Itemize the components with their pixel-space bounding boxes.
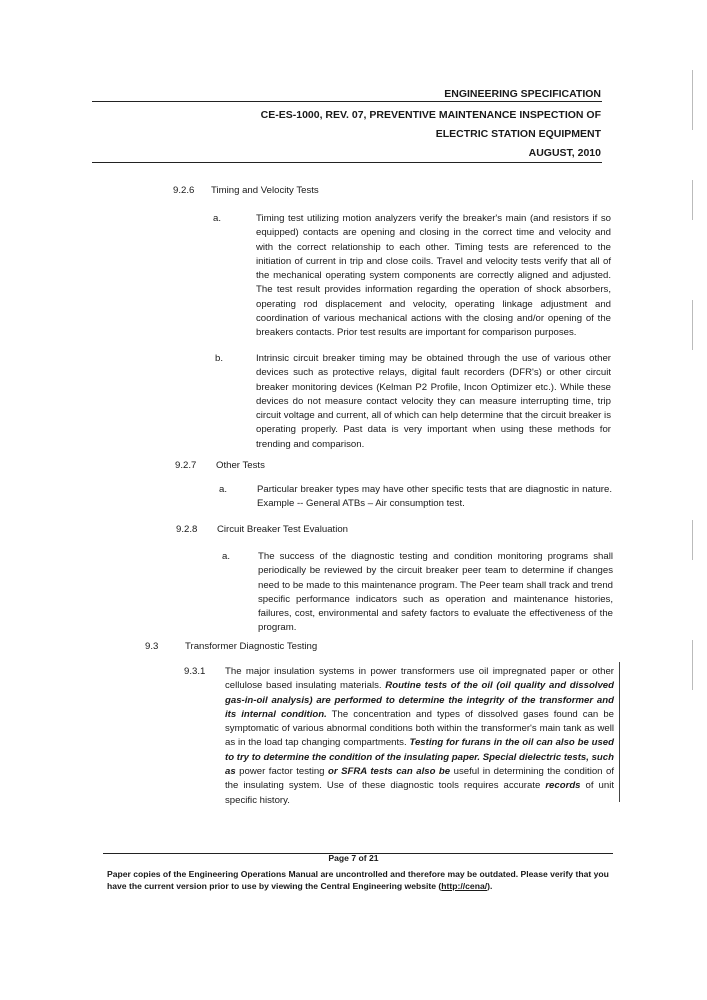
item-label-9-2-6-a: a.	[213, 213, 222, 224]
item-text-9-2-6-b: Intrinsic circuit breaker timing may be obtained through the use of various other devices such as protective relays, digital fault recorders (DFR's) or other circuit breaker monitoring devices (Kelman P2 Profile, Incon Optimizer etc.). While these devices do not measure contact velocity they can measure interrupting time, trip circuit voltage and current, all of which can help determine that the circuit breaker is operating properly. Past data is very important when using these methods for trending and comparison.	[256, 353, 611, 450]
header-top-rule	[92, 101, 602, 102]
item-text-9-2-7-a: Particular breaker types may have other specific tests that are diagnostic in nature. Example -- General ATBs – Air consumption test.	[257, 484, 612, 510]
emphasis-sfra: or SFRA tests can also be	[328, 766, 451, 778]
item-text-9-2-8-a: The success of the diagnostic testing and condition monitoring programs shall periodically be reviewed by the circuit breaker peer team to determine if changes need to be made to this maintenance program. The Peer team shall track and trend specific performance indicators such as operation and maintenance histories, failures, cost, environmental and safety factors to evaluate the effectiveness of the program.	[258, 551, 613, 634]
text-run: power factor testing	[235, 766, 329, 778]
section-number-9-2-6: 9.2.6	[173, 185, 195, 196]
scan-artifact	[692, 640, 693, 690]
item-label-9-2-7-a: a.	[219, 484, 228, 495]
text-run: The concentration and types of dissolved gases found can be symptomatic of various abnormal conditions both within the transformer's main tank as well as in the load tap changing compartments.	[225, 708, 614, 749]
revision-bar	[619, 662, 620, 802]
section-title-9-2-6: Timing and Velocity Tests	[211, 185, 319, 196]
page-number: Page 7 of 21	[328, 853, 379, 863]
section-text-9-3-1	[225, 665, 614, 808]
text-run: The major insulation systems in power transformers use oil impregnated paper or other cellulose based insulating materials.	[225, 666, 614, 692]
footer-notice-end: ).	[487, 881, 493, 891]
header-spec-number: CE-ES-1000, REV. 07, PREVENTIVE MAINTENANCE INSPECTION OF	[260, 109, 601, 121]
item-text-9-2-6-a: Timing test utilizing motion analyzers verify the breaker's main (and resistors if so equipped) contacts are opening and closing in the correct time and velocity and with the correct relationship to each other. Timing tests are referenced to the initiation of current in trip and close coils. Travel and velocity tests verify that all of the mechanical operating system components are correctly aligned and adjusted. The test result provides information regarding the operation of shock absorbers, operating rod displacement and velocity, operating linkage adjustment and coordination of various mechanical actions with the closing and/or opening of the breakers contacts. Prior test results are important for comparison purposes.	[256, 213, 611, 339]
header-spec-subject: ELECTRIC STATION EQUIPMENT	[435, 128, 601, 140]
item-label-9-2-6-b: b.	[215, 353, 224, 364]
section-number-9-3-1: 9.3.1	[184, 666, 206, 677]
section-title-9-2-8: Circuit Breaker Test Evaluation	[217, 524, 348, 535]
emphasis-furans: Testing for furans in the oil can also be used to try to determine the condition of the insulating paper. Special dielectric tests, such as	[225, 737, 614, 778]
section-number-9-2-7: 9.2.7	[175, 460, 197, 471]
scan-artifact	[692, 300, 693, 350]
emphasis-oil-tests: Routine tests of the oil (oil quality and dissolved gas-in-oil analysis) are performed to determine the integrity of the transformer and its internal condition.	[225, 680, 614, 720]
header-title: ENGINEERING SPECIFICATION	[444, 88, 601, 100]
header-bottom-rule	[92, 162, 602, 163]
section-title-9-2-7: Other Tests	[216, 460, 265, 471]
footer-notice-text: Paper copies of the Engineering Operations Manual are uncontrolled and therefore may be outdated. Please verify that you have the current version prior to use by viewing the Central Engineering website (	[107, 869, 609, 891]
header-date: AUGUST, 2010	[528, 147, 601, 159]
section-number-9-3: 9.3	[145, 641, 159, 652]
item-label-9-2-8-a: a.	[222, 551, 231, 562]
text-run: useful in determining the condition of the insulating system. Use of these diagnostic tools requires accurate	[225, 766, 614, 792]
scan-artifact	[692, 70, 693, 130]
scan-artifact	[692, 520, 693, 560]
section-title-9-3: Transformer Diagnostic Testing	[185, 641, 318, 652]
footer-notice	[107, 868, 613, 892]
central-engineering-link[interactable]: http://cena/	[441, 881, 488, 891]
section-number-9-2-8: 9.2.8	[176, 524, 198, 535]
scan-artifact	[692, 180, 693, 220]
text-run: of unit specific history.	[225, 780, 614, 806]
emphasis-records: records	[545, 780, 581, 792]
